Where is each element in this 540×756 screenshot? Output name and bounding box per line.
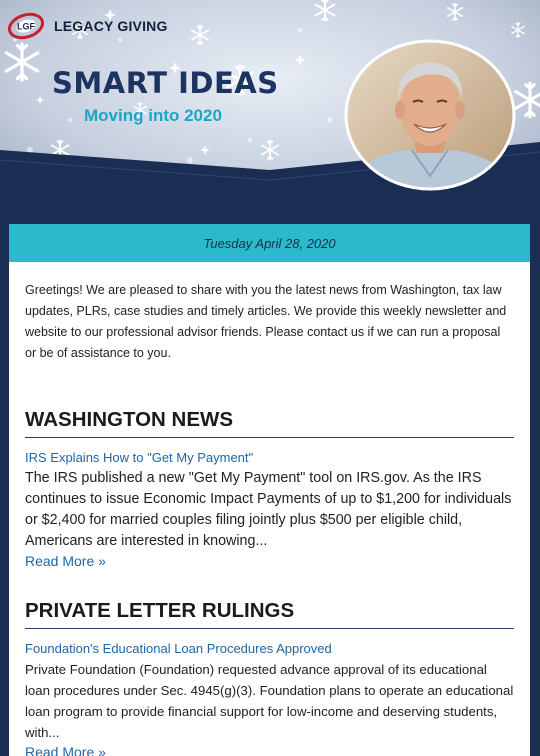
newsletter-content — [9, 224, 530, 756]
article-excerpt: The IRS published a new "Get My Payment" tool on IRS.gov. As the IRS continues to issue Economic Impact Payments of up to $1,200 for individuals or $2,400 for married couples filing jointly plus $500 per eligible child, Americans are interested in knowing... — [25, 470, 512, 549]
intro-paragraph: Greetings! We are pleased to share with you the latest news from Washington, tax law updates, PLRs, case studies and timely articles. We provide this weekly newsletter and website to our professional advisor friends. Please contact us if we can run a proposal or be of assistance to you. — [25, 283, 507, 360]
issue-date: Tuesday April 28, 2020 — [203, 235, 336, 251]
article-excerpt: Private Foundation (Foundation) requested advance approval of its educational loan procedures under Sec. 4945(g)(3). Foundation plans to operate an educational loan program to provide financial support for low-income and deserving students, with... — [25, 662, 514, 740]
section-title: PRIVATE LETTER RULINGS — [25, 599, 514, 629]
issue-date-bar — [9, 224, 530, 262]
portrait-photo — [340, 38, 520, 192]
read-more-link[interactable]: Read More » — [25, 553, 106, 569]
article-link[interactable]: Foundation's Educational Loan Procedures Approved — [25, 641, 332, 656]
brand-logo[interactable] — [6, 12, 168, 40]
legacy-giving-logo-icon — [6, 12, 46, 40]
read-more-link[interactable]: Read More » — [25, 744, 106, 756]
section-washington-news — [9, 408, 530, 571]
section-title: WASHINGTON NEWS — [25, 408, 514, 438]
section-private-letter-rulings — [9, 599, 530, 756]
newsletter-subheadline: Moving into 2020 — [84, 106, 222, 125]
article-link[interactable]: IRS Explains How to "Get My Payment" — [25, 450, 254, 465]
newsletter-headline: SMART IDEAS — [52, 66, 279, 100]
brand-name: LEGACY GIVING — [54, 18, 168, 34]
svg-text:LGF: LGF — [17, 21, 35, 32]
header-banner — [0, 0, 540, 225]
